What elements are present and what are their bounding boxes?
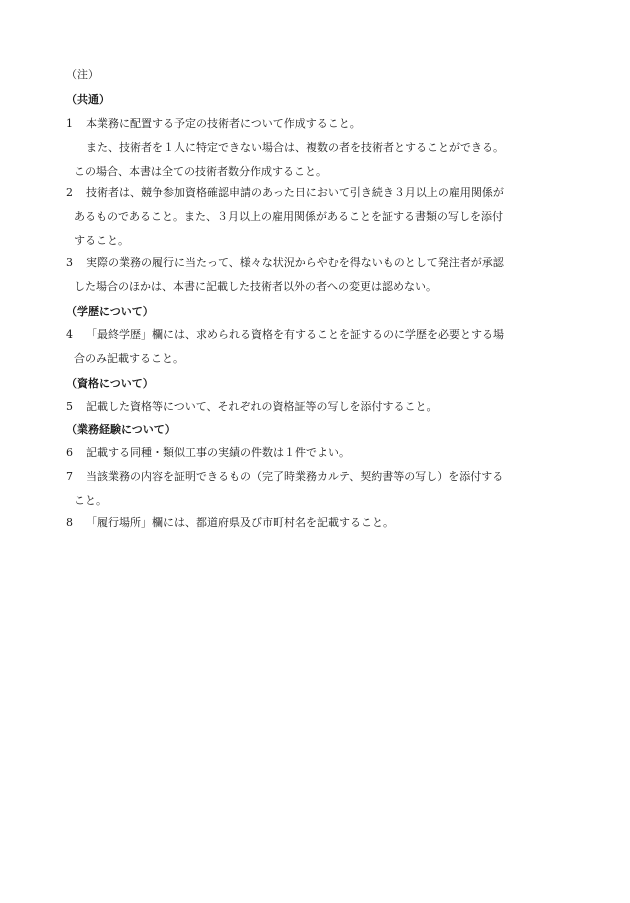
note-item-4 <box>66 328 576 376</box>
section-heading-experience: （業務経験について） <box>66 423 176 436</box>
note-item-2 <box>66 186 576 258</box>
note-item-2-line-3 <box>66 234 576 258</box>
note-item-1-line-2 <box>66 141 576 165</box>
note-item-6-text-1: 記載する同種・類似工事の実績の件数は１件でよい。 <box>86 446 350 459</box>
note-item-1-number: 1 <box>66 117 73 130</box>
note-header: （注） <box>66 68 99 81</box>
note-item-2-text-3: すること。 <box>74 234 129 247</box>
note-item-6-line-1 <box>66 446 576 470</box>
note-item-1-text-3: この場合、本書は全ての技術者数分作成すること。 <box>74 165 327 178</box>
note-item-3-text-2: した場合のほかは、本書に記載した技術者以外の者への変更は認めない。 <box>74 280 437 293</box>
note-item-4-line-2 <box>66 352 576 376</box>
note-item-5 <box>66 400 576 424</box>
note-item-3 <box>66 256 576 304</box>
note-item-8 <box>66 516 576 540</box>
note-item-4-text-1: 「最終学歴」欄には、求められる資格を有することを証するのに学歴を必要とする場 <box>86 328 504 341</box>
note-item-7 <box>66 470 576 518</box>
note-item-3-number: 3 <box>66 256 73 269</box>
note-item-3-line-1 <box>66 256 576 280</box>
note-item-4-number: 4 <box>66 328 73 341</box>
note-item-2-line-1 <box>66 186 576 210</box>
note-item-5-text-1: 記載した資格等について、それぞれの資格証等の写しを添付すること。 <box>86 400 438 413</box>
note-item-1-text-2: また、技術者を１人に特定できない場合は、複数の者を技術者とすることができる。 <box>86 141 504 154</box>
note-item-1-line-1 <box>66 117 576 141</box>
note-item-1 <box>66 117 576 189</box>
note-item-8-line-1 <box>66 516 576 540</box>
section-heading-education: （学歴について） <box>66 305 154 318</box>
note-item-7-text-2: こと。 <box>74 494 107 507</box>
note-item-2-text-2: あるものであること。また、３月以上の雇用関係があることを証する書類の写しを添付 <box>74 210 503 223</box>
note-item-7-line-2 <box>66 494 576 518</box>
note-item-2-text-1: 技術者は、競争参加資格確認申請のあった日において引き続き３月以上の雇用関係が <box>86 186 504 199</box>
note-item-6 <box>66 446 576 470</box>
note-item-7-text-1: 当該業務の内容を証明できるもの（完了時業務カルテ、契約書等の写し）を添付する <box>86 470 504 483</box>
note-item-8-number: 8 <box>66 516 73 529</box>
note-item-5-line-1 <box>66 400 576 424</box>
section-heading-qualification: （資格について） <box>66 377 154 390</box>
note-item-6-number: 6 <box>66 446 73 459</box>
note-item-3-text-1: 実際の業務の履行に当たって、様々な状況からやむを得ないものとして発注者が承認 <box>86 256 504 269</box>
note-item-3-line-2 <box>66 280 576 304</box>
note-item-1-text-1: 本業務に配置する予定の技術者について作成すること。 <box>86 117 361 130</box>
note-item-5-number: 5 <box>66 400 73 413</box>
note-item-8-text-1: 「履行場所」欄には、都道府県及び市町村名を記載すること。 <box>86 516 394 529</box>
section-heading-common: （共通） <box>66 93 110 106</box>
note-item-7-number: 7 <box>66 470 73 483</box>
note-item-7-line-1 <box>66 470 576 494</box>
note-item-4-line-1 <box>66 328 576 352</box>
note-item-4-text-2: 合のみ記載すること。 <box>74 352 184 365</box>
note-item-2-line-2 <box>66 210 576 234</box>
note-item-2-number: 2 <box>66 186 73 199</box>
